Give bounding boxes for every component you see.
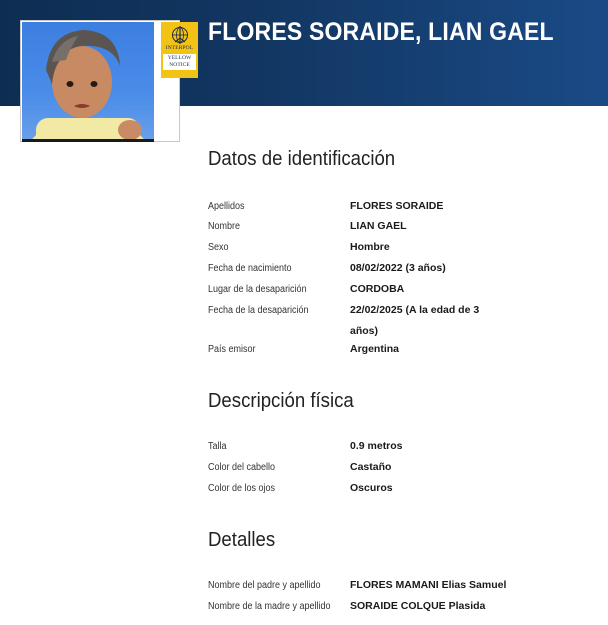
row-value: Oscuros — [350, 482, 393, 494]
row-value: LIAN GAEL — [350, 220, 407, 232]
row-label: Lugar de la desaparición — [208, 284, 307, 295]
row-label: País emisor — [208, 344, 256, 355]
badge-notice-type — [163, 54, 196, 70]
row-label: Nombre — [208, 221, 241, 232]
interpol-logo-icon — [171, 26, 189, 44]
section-title-details: Detalles — [208, 529, 276, 551]
profile-photo-frame — [20, 20, 194, 142]
child-photo — [22, 22, 154, 142]
row-value: Hombre — [350, 241, 390, 253]
page-title: FLORES SORAIDE, LIAN GAEL — [208, 18, 554, 46]
row-label: Talla — [208, 441, 227, 452]
row-value: 0.9 metros — [350, 440, 403, 452]
section-title-physical: Descripción física — [208, 390, 354, 412]
row-label: Apellidos — [208, 201, 245, 212]
row-value: FLORES SORAIDE — [350, 200, 444, 212]
row-value: Argentina — [350, 343, 400, 355]
row-value: SORAIDE COLQUE Plasida — [350, 600, 486, 612]
row-value: 08/02/2022 (3 años) — [350, 262, 446, 274]
row-label: Color de los ojos — [208, 483, 276, 494]
row-label: Fecha de nacimiento — [208, 263, 292, 274]
badge-notice-line1: YELLOW — [167, 55, 192, 61]
row-label: Nombre de la madre y apellido — [208, 601, 331, 612]
section-title-identification: Datos de identificación — [208, 148, 396, 170]
row-value: CORDOBA — [350, 283, 405, 295]
row-label: Sexo — [208, 242, 229, 253]
row-value: FLORES MAMANI Elias Samuel — [350, 579, 507, 591]
row-value: Castaño — [350, 461, 392, 473]
yellow-notice-badge — [161, 22, 198, 78]
row-label: Color del cabello — [208, 462, 276, 473]
row-label: Nombre del padre y apellido — [208, 580, 321, 591]
row-value: 22/02/2025 (A la edad de 3 años) — [350, 304, 480, 337]
badge-org: INTERPOL — [165, 45, 194, 51]
row-label: Fecha de la desaparición — [208, 305, 309, 316]
badge-notice-line2: NOTICE — [169, 62, 190, 68]
